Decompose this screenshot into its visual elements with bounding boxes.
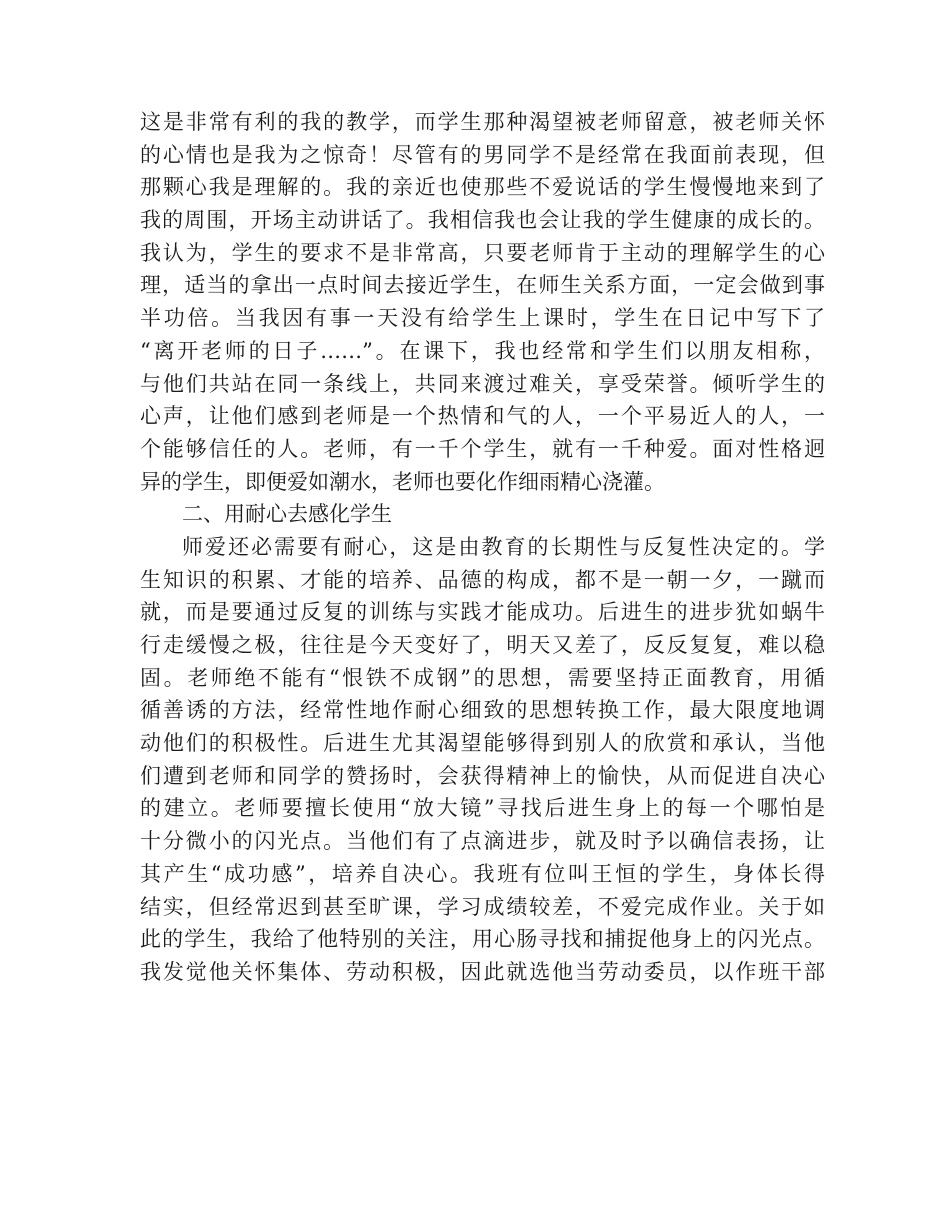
paragraph-line: 理，适当的拿出一点时间去接近学生，在师生关系方面，一定会做到事 <box>140 273 825 298</box>
paragraph-line: 其产生“成功感”，培养自决心。我班有位叫王恒的学生，身体长得 <box>140 861 825 886</box>
paragraph-line: 行走缓慢之极，往往是今天变好了，明天又差了，反反复复，难以稳 <box>140 633 825 657</box>
paragraph-line: 我发觉他关怀集体、劳动积极，因此就选他当劳动委员，以作班干部 <box>140 959 825 984</box>
paragraph-line: 师爱还必需要有耐心，这是由教育的长期性与反复性决定的。学 <box>182 534 825 559</box>
paragraph-line: 异的学生，即便爱如潮水，老师也要化作细雨精心浇灌。 <box>140 469 665 494</box>
section-heading: 二、用耐心去感化学生 <box>182 502 392 527</box>
paragraph-line: “离开老师的日子……”。在课下，我也经常和学生们以朋友相称， <box>140 338 825 363</box>
paragraph-line: 这是非常有利的我的教学，而学生那种渴望被老师留意，被老师关怀 <box>140 110 825 134</box>
paragraph-line: 十分微小的闪光点。当他们有了点滴进步，就及时予以确信表扬，让 <box>140 829 825 854</box>
paragraph-line: 动他们的积极性。后进生尤其渴望能够得到别人的欣赏和承认，当他 <box>140 731 825 756</box>
paragraph-line: 心声，让他们感到老师是一个热情和气的人，一个平易近人的人，一 <box>140 404 825 429</box>
paragraph-line: 的心情也是我为之惊奇！尽管有的男同学不是经常在我面前表现，但 <box>140 142 825 167</box>
paragraph-line: 生知识的积累、才能的培养、品德的构成，都不是一朝一夕，一蹴而 <box>140 567 825 592</box>
paragraph-line: 我的周围，开场主动讲话了。我相信我也会让我的学生健康的成长的。 <box>140 208 825 233</box>
paragraph-line: 的建立。老师要擅长使用“放大镜”寻找后进生身上的每一个哪怕是 <box>140 796 825 821</box>
document-body <box>140 106 825 989</box>
paragraph-line: 与他们共站在同一条线上，共同来渡过难关，享受荣誉。倾听学生的 <box>140 371 825 396</box>
paragraph-line: 循善诱的方法，经常性地作耐心细致的思想转换工作，最大限度地调 <box>140 698 825 723</box>
paragraph-line: 结实，但经常迟到甚至旷课，学习成绩较差，不爱完成作业。关于如 <box>140 894 825 919</box>
paragraph-line: 固。老师绝不能有“恨铁不成钢”的思想，需要坚持正面教育，用循 <box>140 665 825 690</box>
paragraph-line: 就，而是要通过反复的训练与实践才能成功。后进生的进步犹如蜗牛 <box>140 600 825 625</box>
paragraph-line: 个能够信任的人。老师，有一千个学生，就有一千种爱。面对性格迥 <box>140 436 825 461</box>
paragraph-line: 们遭到老师和同学的赞扬时，会获得精神上的愉快，从而促进自决心 <box>140 763 825 788</box>
paragraph-line: 那颗心我是理解的。我的亲近也使那些不爱说话的学生慢慢地来到了 <box>140 175 825 200</box>
paragraph-line: 我认为，学生的要求不是非常高，只要老师肯于主动的理解学生的心 <box>140 240 825 265</box>
paragraph-line: 此的学生，我给了他特别的关注，用心肠寻找和捕捉他身上的闪光点。 <box>140 927 825 952</box>
paragraph-line: 半功倍。当我因有事一天没有给学生上课时，学生在日记中写下了 <box>140 306 825 331</box>
